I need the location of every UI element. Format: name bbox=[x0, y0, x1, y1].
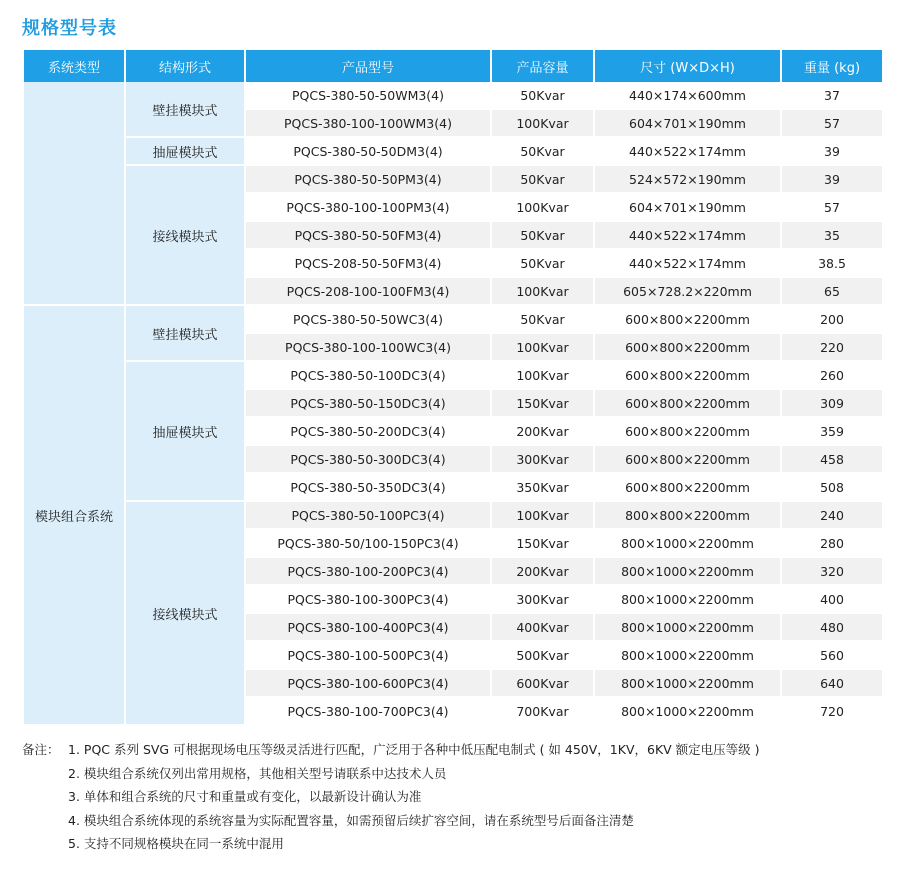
weight-cell: 200 bbox=[782, 306, 882, 334]
model-cell: PQCS-380-50-50WM3(4) bbox=[246, 82, 490, 110]
dimensions-cell: 440×522×174mm bbox=[595, 138, 780, 166]
model-cell: PQCS-380-50-100PC3(4) bbox=[246, 502, 490, 530]
dimensions-cell: 800×1000×2200mm bbox=[595, 642, 780, 670]
capacity-cell: 300Kvar bbox=[492, 586, 593, 614]
model-cell: PQCS-380-100-100WC3(4) bbox=[246, 334, 490, 362]
note-row bbox=[22, 762, 760, 786]
weight-cell: 280 bbox=[782, 530, 882, 558]
capacity-cell: 350Kvar bbox=[492, 474, 593, 502]
structure-cell: 接线模块式 bbox=[126, 502, 244, 726]
capacity-cell: 100Kvar bbox=[492, 362, 593, 390]
dimensions-cell: 600×800×2200mm bbox=[595, 418, 780, 446]
capacity-cell: 400Kvar bbox=[492, 614, 593, 642]
notes bbox=[22, 738, 760, 856]
weight-cell: 39 bbox=[782, 138, 882, 166]
weight-cell: 57 bbox=[782, 194, 882, 222]
model-cell: PQCS-208-50-50FM3(4) bbox=[246, 250, 490, 278]
header-structure: 结构形式 bbox=[126, 50, 244, 82]
weight-cell: 39 bbox=[782, 166, 882, 194]
dimensions-cell: 800×1000×2200mm bbox=[595, 586, 780, 614]
dimensions-cell: 600×800×2200mm bbox=[595, 362, 780, 390]
model-cell: PQCS-208-100-100FM3(4) bbox=[246, 278, 490, 306]
model-cell: PQCS-380-100-200PC3(4) bbox=[246, 558, 490, 586]
weight-cell: 560 bbox=[782, 642, 882, 670]
dimensions-cell: 440×522×174mm bbox=[595, 222, 780, 250]
capacity-cell: 100Kvar bbox=[492, 194, 593, 222]
note-text: 1. PQC 系列 SVG 可根据现场电压等级灵活进行匹配，广泛用于各种中低压配电制式 ( 如 450V，1KV，6KV 额定电压等级 ) bbox=[68, 742, 760, 757]
dimensions-cell: 800×1000×2200mm bbox=[595, 558, 780, 586]
model-cell: PQCS-380-50-150DC3(4) bbox=[246, 390, 490, 418]
model-cell: PQCS-380-50-200DC3(4) bbox=[246, 418, 490, 446]
note-row bbox=[22, 832, 760, 856]
dimensions-cell: 604×701×190mm bbox=[595, 194, 780, 222]
model-cell: PQCS-380-50-100DC3(4) bbox=[246, 362, 490, 390]
dimensions-cell: 524×572×190mm bbox=[595, 166, 780, 194]
weight-cell: 400 bbox=[782, 586, 882, 614]
dimensions-cell: 800×1000×2200mm bbox=[595, 670, 780, 698]
note-text: 5. 支持不同规格模块在同一系统中混用 bbox=[68, 836, 284, 851]
dimensions-cell: 440×174×600mm bbox=[595, 82, 780, 110]
capacity-cell: 300Kvar bbox=[492, 446, 593, 474]
dimensions-cell: 800×1000×2200mm bbox=[595, 614, 780, 642]
model-cell: PQCS-380-100-400PC3(4) bbox=[246, 614, 490, 642]
capacity-cell: 50Kvar bbox=[492, 138, 593, 166]
weight-cell: 57 bbox=[782, 110, 882, 138]
weight-cell: 309 bbox=[782, 390, 882, 418]
model-cell: PQCS-380-50/100-150PC3(4) bbox=[246, 530, 490, 558]
weight-cell: 38.5 bbox=[782, 250, 882, 278]
capacity-cell: 100Kvar bbox=[492, 110, 593, 138]
model-cell: PQCS-380-100-300PC3(4) bbox=[246, 586, 490, 614]
capacity-cell: 100Kvar bbox=[492, 334, 593, 362]
capacity-cell: 50Kvar bbox=[492, 222, 593, 250]
header-system-type: 系统类型 bbox=[24, 50, 124, 82]
capacity-cell: 700Kvar bbox=[492, 698, 593, 726]
page-title: 规格型号表 bbox=[22, 18, 117, 39]
weight-cell: 508 bbox=[782, 474, 882, 502]
weight-cell: 35 bbox=[782, 222, 882, 250]
note-text: 2. 模块组合系统仅列出常用规格，其他相关型号请联系中达技术人员 bbox=[68, 765, 447, 781]
capacity-cell: 200Kvar bbox=[492, 418, 593, 446]
table-row bbox=[24, 362, 882, 390]
table-row bbox=[24, 138, 882, 166]
capacity-cell: 50Kvar bbox=[492, 82, 593, 110]
model-cell: PQCS-380-50-50PM3(4) bbox=[246, 166, 490, 194]
weight-cell: 320 bbox=[782, 558, 882, 586]
capacity-cell: 50Kvar bbox=[492, 306, 593, 334]
capacity-cell: 600Kvar bbox=[492, 670, 593, 698]
model-cell: PQCS-380-50-50DM3(4) bbox=[246, 138, 490, 166]
system-type-cell: 模块组合系统 bbox=[24, 306, 124, 726]
table-body bbox=[24, 82, 882, 726]
table-row bbox=[24, 166, 882, 194]
dimensions-cell: 605×728.2×220mm bbox=[595, 278, 780, 306]
dimensions-cell: 600×800×2200mm bbox=[595, 334, 780, 362]
capacity-cell: 50Kvar bbox=[492, 250, 593, 278]
dimensions-cell: 600×800×2200mm bbox=[595, 474, 780, 502]
weight-cell: 240 bbox=[782, 502, 882, 530]
table-row bbox=[24, 82, 882, 110]
capacity-cell: 150Kvar bbox=[492, 530, 593, 558]
model-cell: PQCS-380-100-700PC3(4) bbox=[246, 698, 490, 726]
header-capacity: 产品容量 bbox=[492, 50, 593, 82]
weight-cell: 220 bbox=[782, 334, 882, 362]
structure-cell: 壁挂模块式 bbox=[126, 82, 244, 138]
capacity-cell: 500Kvar bbox=[492, 642, 593, 670]
weight-cell: 65 bbox=[782, 278, 882, 306]
dimensions-cell: 600×800×2200mm bbox=[595, 390, 780, 418]
model-cell: PQCS-380-100-100WM3(4) bbox=[246, 110, 490, 138]
weight-cell: 720 bbox=[782, 698, 882, 726]
dimensions-cell: 800×800×2200mm bbox=[595, 502, 780, 530]
weight-cell: 260 bbox=[782, 362, 882, 390]
model-cell: PQCS-380-50-350DC3(4) bbox=[246, 474, 490, 502]
note-row bbox=[22, 785, 760, 809]
header-model: 产品型号 bbox=[246, 50, 490, 82]
weight-cell: 640 bbox=[782, 670, 882, 698]
model-cell: PQCS-380-100-100PM3(4) bbox=[246, 194, 490, 222]
note-text: 4. 模块组合系统体现的系统容量为实际配置容量，如需预留后续扩容空间，请在系统型号后面备注清楚 bbox=[68, 812, 634, 828]
weight-cell: 359 bbox=[782, 418, 882, 446]
structure-cell: 接线模块式 bbox=[126, 166, 244, 306]
structure-cell: 壁挂模块式 bbox=[126, 306, 244, 362]
structure-cell: 抽屉模块式 bbox=[126, 362, 244, 502]
table-header-row bbox=[24, 50, 882, 82]
notes-label: 备注： bbox=[22, 742, 60, 757]
model-cell: PQCS-380-50-300DC3(4) bbox=[246, 446, 490, 474]
capacity-cell: 100Kvar bbox=[492, 278, 593, 306]
dimensions-cell: 600×800×2200mm bbox=[595, 446, 780, 474]
dimensions-cell: 600×800×2200mm bbox=[595, 306, 780, 334]
table-row bbox=[24, 502, 882, 530]
spec-table bbox=[22, 50, 884, 726]
weight-cell: 480 bbox=[782, 614, 882, 642]
structure-cell: 抽屉模块式 bbox=[126, 138, 244, 166]
note-text: 3. 单体和组合系统的尺寸和重量或有变化，以最新设计确认为准 bbox=[68, 789, 422, 804]
model-cell: PQCS-380-100-500PC3(4) bbox=[246, 642, 490, 670]
model-cell: PQCS-380-100-600PC3(4) bbox=[246, 670, 490, 698]
capacity-cell: 200Kvar bbox=[492, 558, 593, 586]
header-weight: 重量 (kg) bbox=[782, 50, 882, 82]
weight-cell: 458 bbox=[782, 446, 882, 474]
note-row bbox=[22, 738, 760, 762]
capacity-cell: 150Kvar bbox=[492, 390, 593, 418]
system-type-cell bbox=[24, 82, 124, 306]
header-dimensions: 尺寸 (W×D×H) bbox=[595, 50, 780, 82]
table-row bbox=[24, 306, 882, 334]
model-cell: PQCS-380-50-50WC3(4) bbox=[246, 306, 490, 334]
note-row bbox=[22, 809, 760, 833]
weight-cell: 37 bbox=[782, 82, 882, 110]
dimensions-cell: 800×1000×2200mm bbox=[595, 530, 780, 558]
capacity-cell: 100Kvar bbox=[492, 502, 593, 530]
dimensions-cell: 604×701×190mm bbox=[595, 110, 780, 138]
capacity-cell: 50Kvar bbox=[492, 166, 593, 194]
dimensions-cell: 800×1000×2200mm bbox=[595, 698, 780, 726]
dimensions-cell: 440×522×174mm bbox=[595, 250, 780, 278]
model-cell: PQCS-380-50-50FM3(4) bbox=[246, 222, 490, 250]
